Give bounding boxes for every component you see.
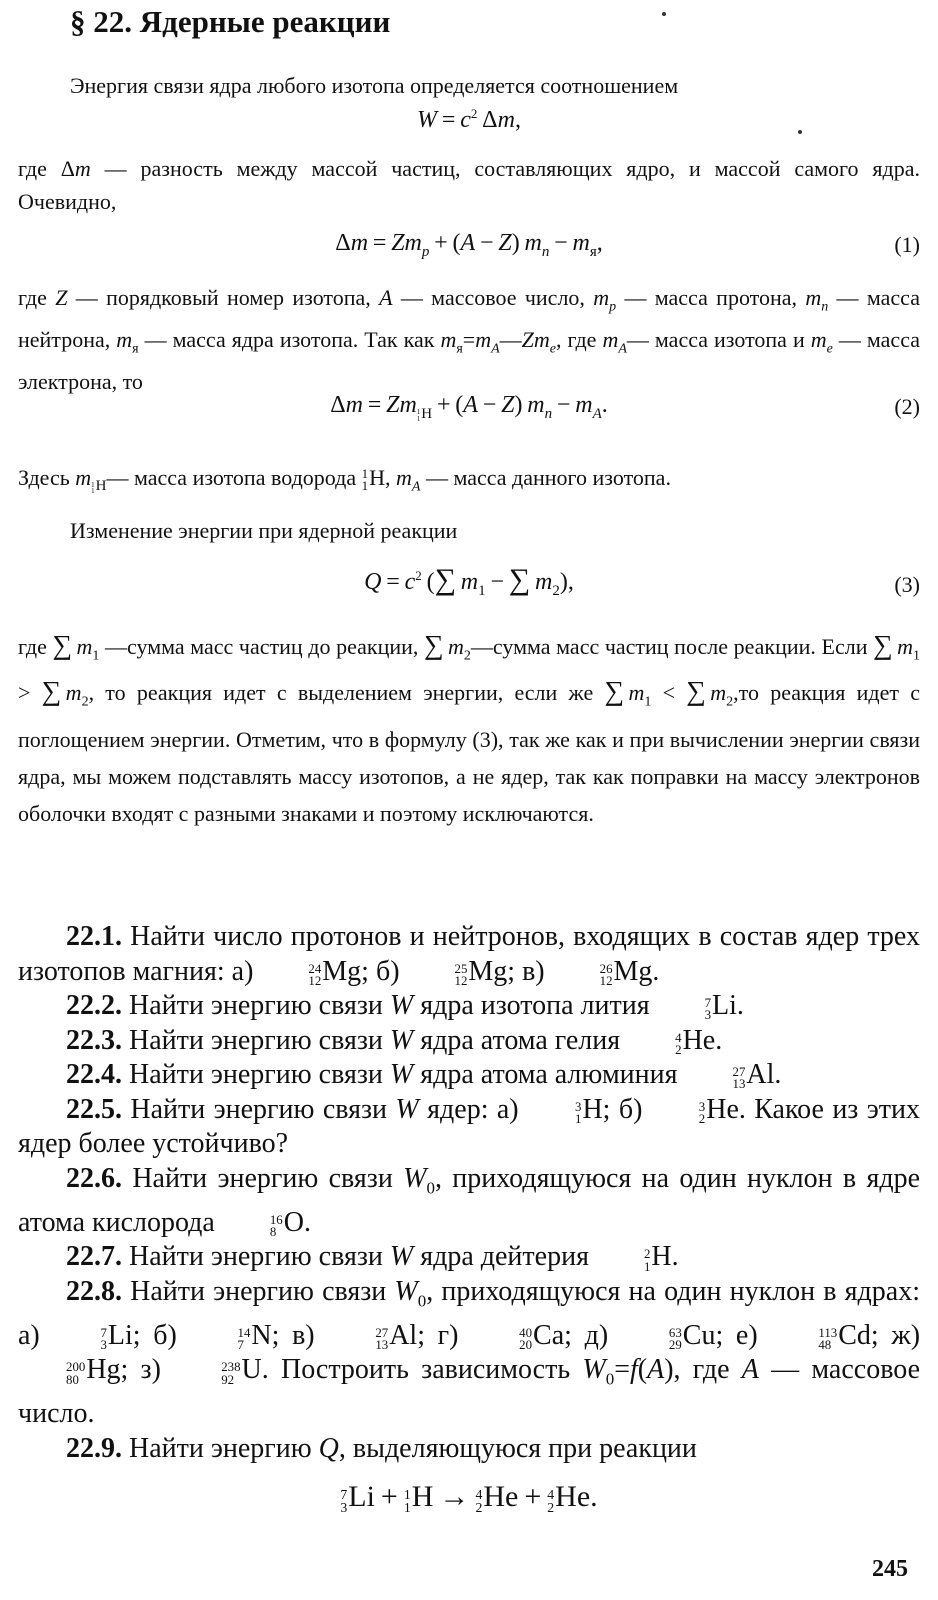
- problem-22-3: 22.3. Найти энергию связи W ядра атома гелия 4 2 He.: [66, 1024, 723, 1057]
- section-title: § 22. Ядерные реакции: [70, 4, 391, 39]
- page-number: 245: [872, 1556, 908, 1582]
- print-speck: [798, 130, 802, 134]
- equation-3: $Q = c^2$ (∑ $m_1$ − ∑ $m_2$),: [364, 563, 574, 599]
- intro-p5: Изменение энергии при ядерной реакции: [70, 518, 458, 543]
- problem-22-5: 22.5. Найти энергию связи W ядер: а) 3 1 H; б) 3 2 He. Какое из этих ядер более устойчиво?: [18, 1093, 920, 1159]
- intro-p2: где Δm — разность между массой частиц, составляющих ядро, и массой самого ядра. Очевидно,: [18, 156, 920, 214]
- equation-3-number: (3): [894, 572, 920, 597]
- equation-2: Δm = Zm $_{1 1 H}$ + (A − Z) $m_n - m_A$.: [330, 392, 608, 423]
- equation-1: $\Delta m = Zm_p + (A - Z) m_n - m_я$,: [335, 230, 603, 260]
- intro-p6: где ∑ $m_1$ —сумма масс частиц до реакции, ∑ $m_2—сумма$ масс частиц после реакции. Если ∑ $m_1$ > ∑ $m_2$, то реакция идет с выделением энергии, если же ∑ $m_1$ < ∑ $m_2,то$ реакция идет с поглощением энергии. Отметим, что в формулу (3), так же как и при вычислении энергии связи ядра, мы можем подставлять массу изотопов, а не ядер, так как поправки на массу электронов оболочки входят с разными знаками и поэтому исключаются.: [18, 629, 920, 826]
- problem-22-1: 22.1. Найти число протонов и нейтронов, входящих в состав ядер трех изотопов магния: а) 24 12 Mg; б) 25 12 Mg; в) 26 12 Mg.: [18, 921, 920, 988]
- reaction-equation: 7 3 Li + 1 1 H → 4 2 He + 4 2 He.: [340, 1480, 598, 1515]
- problem-list: [18, 920, 920, 1466]
- problem-22-7: 22.7. Найти энергию связи W ядра дейтерия 2 1 H.: [66, 1241, 679, 1274]
- print-speck: [662, 12, 666, 16]
- problem-22-9: 22.9. Найти энергию Q, выделяющуюся при реакции: [66, 1432, 697, 1464]
- intro-p1: Энергия связи ядра любого изотопа определяется соотношением: [70, 73, 679, 98]
- intro-p3: где Z — порядковый номер изотопа, A — массовое число, $m_p$ — масса протона, $m_n$ — масса нейтрона, $m_я$ — масса ядра изотопа. Так как $m_я=m_A—Zm_e$, где $m_A—$ масса изотопа и $m_e$ — масса электрона, то: [18, 285, 920, 394]
- equation-2-number: (2): [894, 394, 920, 419]
- problem-22-4: 22.4. Найти энергию связи W ядра атома алюминия 27 13 Al.: [66, 1059, 782, 1092]
- problem-22-8: 22.8. Найти энергию связи $W_0$, приходящуюся на один нуклон в ядрах: а) 7 3 Li; б) 14 7 N; в) 27 13 Al; г) 40 20 Ca; д) 63 29 Cu; е) 113 48 Cd; ж) 200 80 Hg; з) 238 92 U. Построить зависимость $W_0=f(A)$, где A — массовое число.: [18, 1275, 921, 1430]
- problem-22-2: 22.2. Найти энергию связи W ядра изотопа лития 7 3 Li.: [66, 990, 744, 1023]
- equation-1-number: (1): [894, 232, 920, 257]
- formula-binding-energy: $W = c^2$ Δm,: [417, 106, 521, 133]
- problem-22-6: 22.6. Найти энергию связи $W_0$, приходящуюся на один нуклон в ядре атома кислорода 16 8 O.: [18, 1162, 920, 1239]
- intro-p4: Здесь m $_{1 1 H}$— масса изотопа водорода 1 1 H, $m_A$ — масса данного изотопа.: [18, 465, 671, 496]
